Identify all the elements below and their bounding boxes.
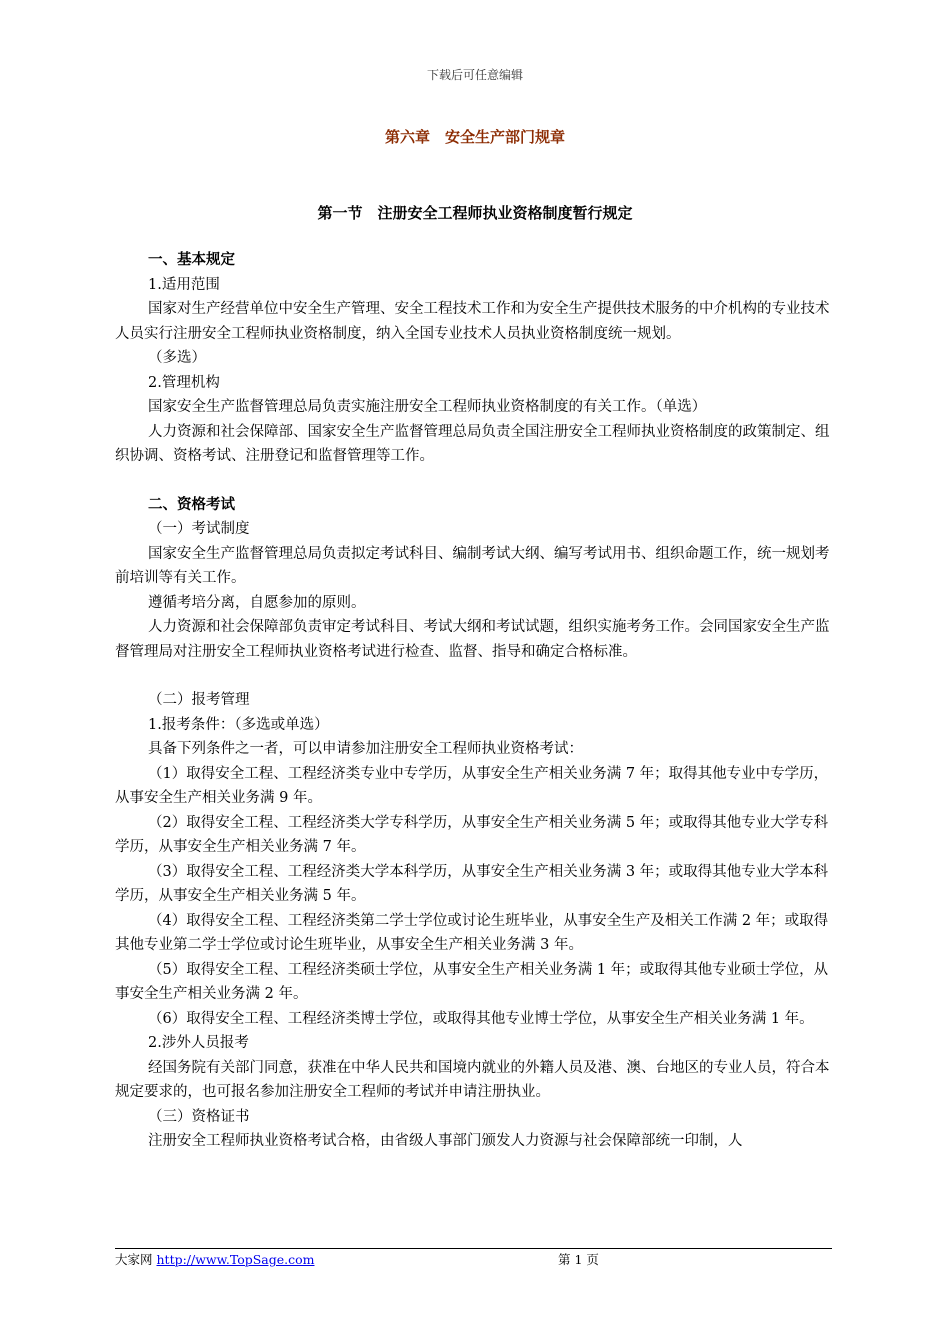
paragraph: （多选） [148, 350, 206, 366]
paragraph: 1.报考条件：（多选或单选） [148, 716, 329, 733]
paragraph: 国家安全生产监督管理总局负责拟定考试科目、编制考试大纲、编写考试用书、组织命题工作，统一规划考前培训等有关工作。 [115, 545, 830, 586]
paragraph: （一）考试制度 [148, 521, 250, 537]
footer-link[interactable]: http://www.TopSage.com [156, 1252, 315, 1267]
paragraph: 1.适用范围 [148, 276, 220, 293]
section-title: 第一节 注册安全工程师执业资格制度暂行规定 [317, 204, 633, 222]
condition-item: （4）取得安全工程、工程经济类第二学士学位或讨论生班毕业，从事安全生产及相关工作满 2 年；或取得其他专业第二学士学位或讨论生班毕业，从事安全生产相关业务满 3 年。 [115, 912, 829, 953]
paragraph: 人力资源和社会保障部、国家安全生产监督管理总局负责全国注册安全工程师执业资格制度的政策制定、组织协调、资格考试、注册登记和监督管理等工作。 [115, 423, 830, 464]
paragraph: 遵循考培分离，自愿参加的原则。 [148, 594, 366, 611]
paragraph: 2.管理机构 [148, 374, 220, 391]
paragraph: 国家安全生产监督管理总局负责实施注册安全工程师执业资格制度的有关工作。（单选） [148, 399, 707, 415]
chapter-title: 第六章 安全生产部门规章 [384, 128, 565, 146]
condition-item: （1）取得安全工程、工程经济类专业中专学历，从事安全生产相关业务满 7 年；取得其他专业中专学历，从事安全生产相关业务满 9 年。 [115, 765, 829, 806]
paragraph: 国家对生产经营单位中安全生产管理、安全工程技术工作和为安全生产提供技术服务的中介机构的专业技术人员实行注册安全工程师执业资格制度，纳入全国专业技术人员执业资格制度统一规划。 [115, 301, 830, 342]
paragraph: 注册安全工程师执业资格考试合格，由省级人事部门颁发人力资源与社会保障部统一印制，人 [148, 1133, 743, 1149]
paragraph: （三）资格证书 [148, 1108, 250, 1125]
paragraph: 经国务院有关部门同意，获准在中华人民共和国境内就业的外籍人员及港、澳、台地区的专业人员，符合本规定要求的，也可报名参加注册安全工程师的考试并申请注册执业。 [115, 1059, 830, 1100]
header-note: 下载后可任意编辑 [426, 68, 523, 82]
footer-site-name: 大家网 [115, 1252, 153, 1267]
condition-item: （2）取得安全工程、工程经济类大学专科学历，从事安全生产相关业务满 5 年；或取得其他专业大学专科学历，从事安全生产相关业务满 7 年。 [115, 814, 829, 855]
footer-divider [115, 1248, 832, 1249]
paragraph: 人力资源和社会保障部负责审定考试科目、考试大纲和考试试题，组织实施考务工作。会同国家安全生产监督管理局对注册安全工程师执业资格考试进行检查、监督、指导和确定合格标准。 [115, 619, 830, 660]
document-body [115, 248, 837, 1154]
paragraph: （二）报考管理 [148, 692, 250, 708]
heading-basic-rules: 一、基本规定 [148, 251, 235, 268]
paragraph: 具备下列条件之一者，可以申请参加注册安全工程师执业资格考试： [148, 741, 583, 757]
heading-exam: 二、资格考试 [148, 495, 235, 513]
footer-source [115, 1250, 314, 1268]
condition-item: （5）取得安全工程、工程经济类硕士学位，从事安全生产相关业务满 1 年；或取得其他专业硕士学位，从事安全生产相关业务满 2 年。 [115, 961, 829, 1002]
condition-item: （3）取得安全工程、工程经济类大学本科学历，从事安全生产相关业务满 3 年；或取得其他专业大学本科学历，从事安全生产相关业务满 5 年。 [115, 863, 829, 904]
page-number: 第 1 页 [558, 1252, 599, 1267]
paragraph: 2.涉外人员报考 [148, 1035, 249, 1051]
condition-item: （6）取得安全工程、工程经济类博士学位，或取得其他专业博士学位，从事安全生产相关业务满 1 年。 [148, 1010, 814, 1027]
